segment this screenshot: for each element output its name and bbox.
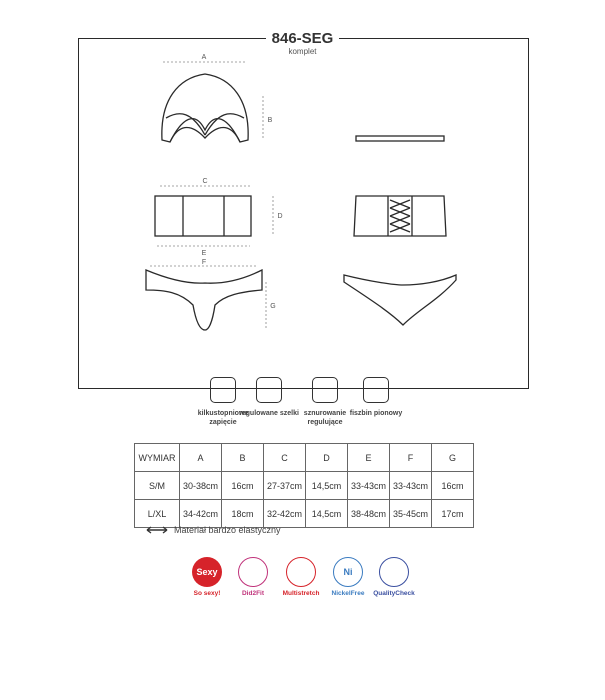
table-header-cell: A — [180, 444, 222, 472]
table-row — [135, 500, 474, 528]
table-cell: 30-38cm — [180, 472, 222, 500]
table-header-cell: C — [264, 444, 306, 472]
dim-letter-d: D — [277, 213, 283, 220]
table-header-cell: B — [222, 444, 264, 472]
table-cell: 16cm — [432, 472, 474, 500]
table-header-cell: WYMIAR — [135, 444, 180, 472]
table-cell: 27-37cm — [264, 472, 306, 500]
feature-straps: regulowane szelki — [234, 377, 304, 418]
dim-letter-g: G — [270, 303, 276, 310]
dim-letter-c: C — [202, 178, 208, 185]
dim-letter-a: A — [201, 54, 207, 61]
badge-multistretch: Multistretch — [271, 557, 331, 597]
table-cell: 38-48cm — [348, 500, 390, 528]
badge-so-sexy: Sexy So sexy! — [177, 557, 237, 597]
table-header-cell: G — [432, 444, 474, 472]
table-header-row — [135, 444, 474, 472]
size-table — [134, 443, 474, 528]
table-header-cell: E — [348, 444, 390, 472]
stretch-icon — [286, 557, 316, 587]
belt-front-drawing — [155, 196, 251, 236]
sexy-icon: Sexy — [192, 557, 222, 587]
table-cell: 14,5cm — [306, 472, 348, 500]
table-header-cell: D — [306, 444, 348, 472]
product-code: 846-SEG — [0, 30, 605, 47]
feature-clasp: kilkustopniowe zapięcie — [188, 377, 258, 427]
vertical-boning-icon — [363, 377, 389, 403]
product-type: komplet — [288, 47, 317, 56]
table-cell: 16cm — [222, 472, 264, 500]
adjustable-straps-icon — [256, 377, 282, 403]
table-cell: 34-42cm — [180, 500, 222, 528]
badge-did2fit: Did2Fit — [223, 557, 283, 597]
dim-letter-b: B — [267, 117, 273, 124]
dim-letter-e: E — [201, 250, 207, 257]
badge-nickelfree: Ni NickelFree — [318, 557, 378, 597]
nickel-free-icon: Ni — [333, 557, 363, 587]
table-cell: 33-43cm — [348, 472, 390, 500]
table-cell: 17cm — [432, 500, 474, 528]
quality-check-icon — [379, 557, 409, 587]
table-cell: 33-43cm — [390, 472, 432, 500]
bra-front-drawing — [162, 74, 248, 142]
fit-icon — [238, 557, 268, 587]
thong-back-drawing — [344, 275, 456, 325]
bra-back-drawing — [356, 136, 444, 141]
table-cell: S/M — [135, 472, 180, 500]
dim-letter-f: F — [201, 259, 207, 266]
belt-back-drawing — [354, 196, 446, 236]
stretch-arrows-icon — [146, 526, 168, 536]
lacing-icon — [312, 377, 338, 403]
badge-qualitycheck: QualityCheck — [364, 557, 424, 597]
thong-front-drawing — [146, 270, 262, 330]
feature-lacing: sznurowanie regulujące — [290, 377, 360, 427]
table-header-cell: F — [390, 444, 432, 472]
table-cell: 14,5cm — [306, 500, 348, 528]
table-cell: 32-42cm — [264, 500, 306, 528]
table-cell: 18cm — [222, 500, 264, 528]
elastic-note: Materiał bardzo elastyczny — [146, 525, 281, 536]
table-cell: 35-45cm — [390, 500, 432, 528]
feature-boning: fiszbin pionowy — [341, 377, 411, 418]
table-row — [135, 472, 474, 500]
hook-eye-clasp-icon — [210, 377, 236, 403]
table-cell: L/XL — [135, 500, 180, 528]
